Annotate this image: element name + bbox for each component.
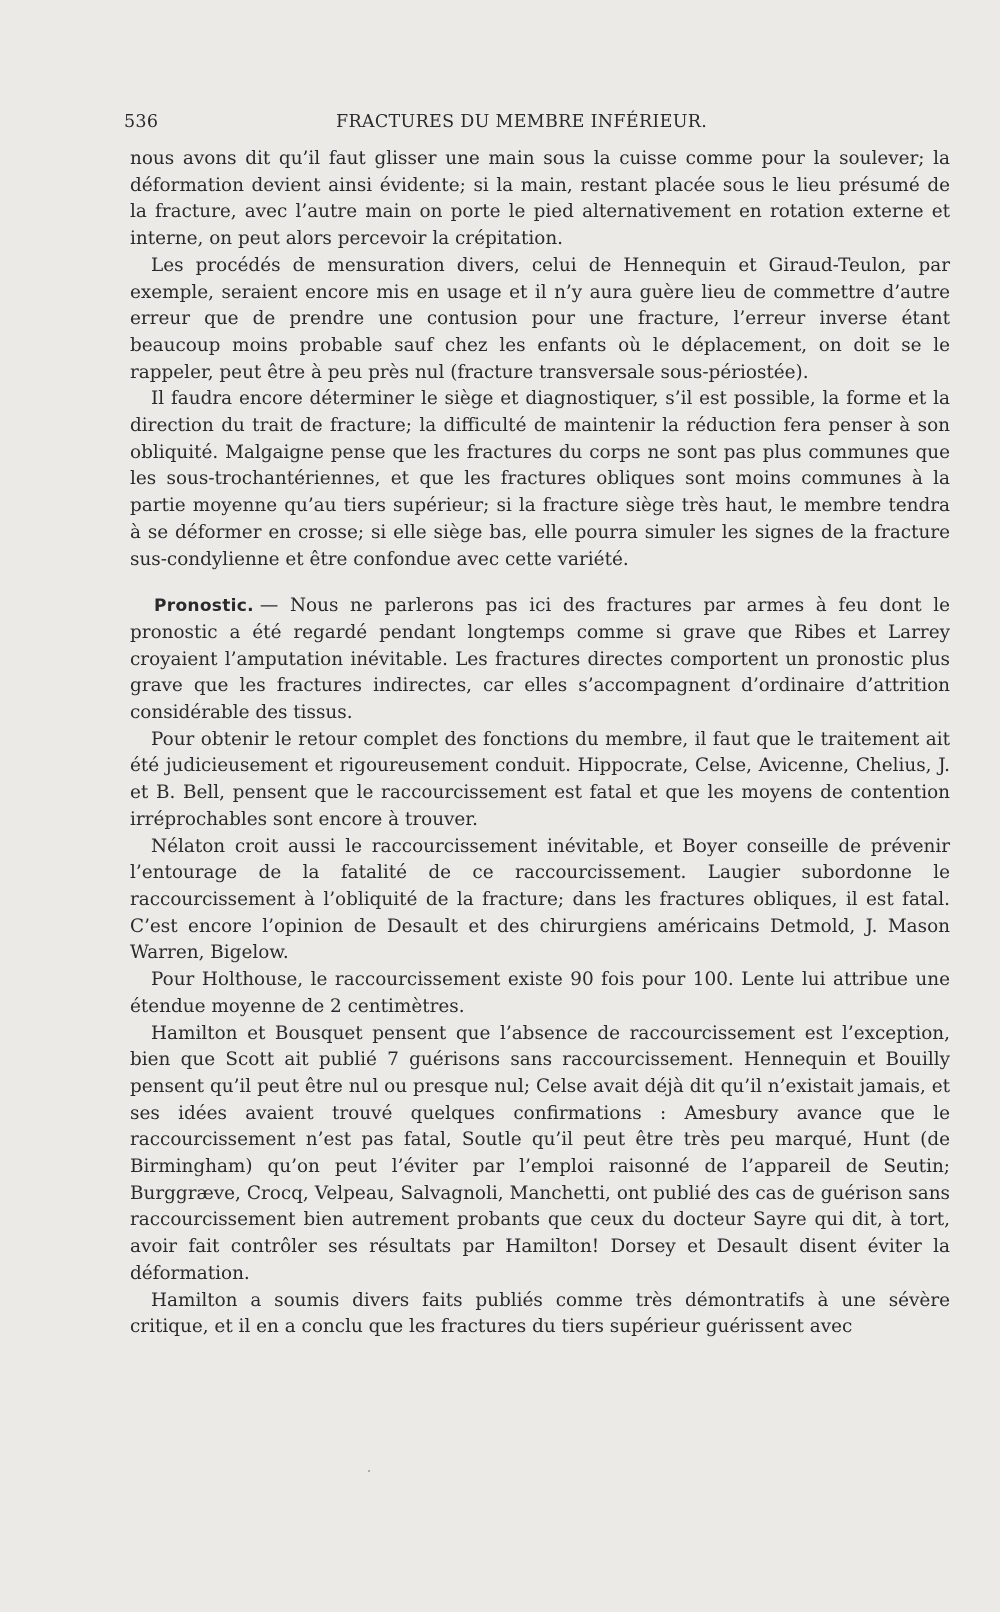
paragraph: Pour obtenir le retour complet des fonctions du membre, il faut que le traitement ait été judicieusement et rigoureusement conduit. Hippocrate, Celse, Avicenne, Chelius, J. et B. Bell, pensent que le raccourcissement est fatal et que les moyens de contention irréprochables sont encore à trouver. (130, 728, 950, 830)
em-dash: — (259, 595, 279, 617)
paragraph: Nélaton croit aussi le raccourcissement inévitable, et Boyer conseille de prévenir l’entourage de la fatalité de ce raccourcissement. Laugier subordonne le raccourcissement à l’obliquité de la fracture; dans les fractures obliques, il est fatal. C’est encore l’opinion de Desault et des chirurgiens américains Detmold, J. Mason Warren, Bigelow. (130, 835, 950, 964)
paragraph: Il faudra encore déterminer le siège et diagnostiquer, s’il est possible, la forme et la direction du trait de fracture; la difficulté de maintenir la réduction fera penser à son obliquité. Malgaigne pense que les fractures du corps ne sont pas plus communes que les sous-trochantériennes, et que les fractures obliques sont moins communes à la partie moyenne qu’au tiers supérieur; si la fracture siège très haut, le membre tendra à se déformer en crosse; si elle siège bas, elle pourra simuler les signes de la fracture sus-condylienne et être confondue avec cette variété. (130, 388, 950, 570)
section-lead-text: Nous ne parlerons pas ici des fractures par armes à feu dont le pronostic a été regardé pendant longtemps comme si grave que Ribes et Larrey croyaient l’amputation inévitable. Les fractures directes comportent un pronostic plus grave que les fractures indirectes, car elles s’accompagnent d’ordinaire d’attrition considérable des tissus. (130, 595, 950, 724)
paragraph: Hamilton a soumis divers faits publiés comme très démontratifs à une sévère critique, et il en a conclu que les fractures du tiers supérieur guérissent avec (130, 1289, 950, 1338)
running-title: FRACTURES DU MEMBRE INFÉRIEUR. (336, 112, 708, 132)
paragraph: Pour Holthouse, le raccourcissement existe 90 fois pour 100. Lente lui attribue une étendue moyenne de 2 centimètres. (130, 969, 950, 1017)
paragraph: Les procédés de mensuration divers, celui de Hennequin et Giraud-Teulon, par exemple, seraient encore mis en usage et il n’y aura guère lieu de commettre d’autre erreur que de prendre une contusion pour une fracture, l’erreur inverse étant beaucoup moins probable sauf chez les enfants où le déplacement, on doit se le rappeler, peut être à peu près nul (fracture transversale sous-périostée). (130, 254, 950, 383)
paragraph: nous avons dit qu’il faut glisser une main sous la cuisse comme pour la soulever; la déformation devient ainsi évidente; si la main, restant placée sous le lieu présumé de la fracture, avec l’autre main on porte le pied alternativement en rotation externe et interne, on peut alors percevoir la crépitation. (130, 148, 950, 250)
section-heading: Pronostic. (154, 596, 254, 617)
page-header (124, 112, 724, 136)
paragraph: Hamilton et Bousquet pensent que l’absence de raccourcissement est l’exception, bien que Scott ait publié 7 guérisons sans raccourcissement. Hennequin et Bouilly pensent qu’il peut être nul ou presque nul; Celse avait déjà dit qu’il n’existait jamais, et ses idées avaient trouvé quelques confirmations : Amesbury avance que le raccourcissement n’est pas fatal, Soutle qu’il peut être très peu marqué, Hunt (de Birmingham) qu’on peut l’éviter par l’emploi raisonné de l’appareil de Seutin; Burggræve, Crocq, Velpeau, Salvagnoli, Manchetti, ont publié des cas de guérison sans raccourcissement bien autrement probants que ceux du docteur Sayre qui dit, à tort, avoir fait contrôler ses résultats par Hamilton! Dorsey et Desault disent éviter la déformation. (130, 1022, 950, 1284)
paper-speck (368, 1470, 370, 1472)
section-pronostic (130, 593, 950, 727)
page-number: 536 (124, 112, 159, 132)
page-body (130, 146, 950, 1341)
